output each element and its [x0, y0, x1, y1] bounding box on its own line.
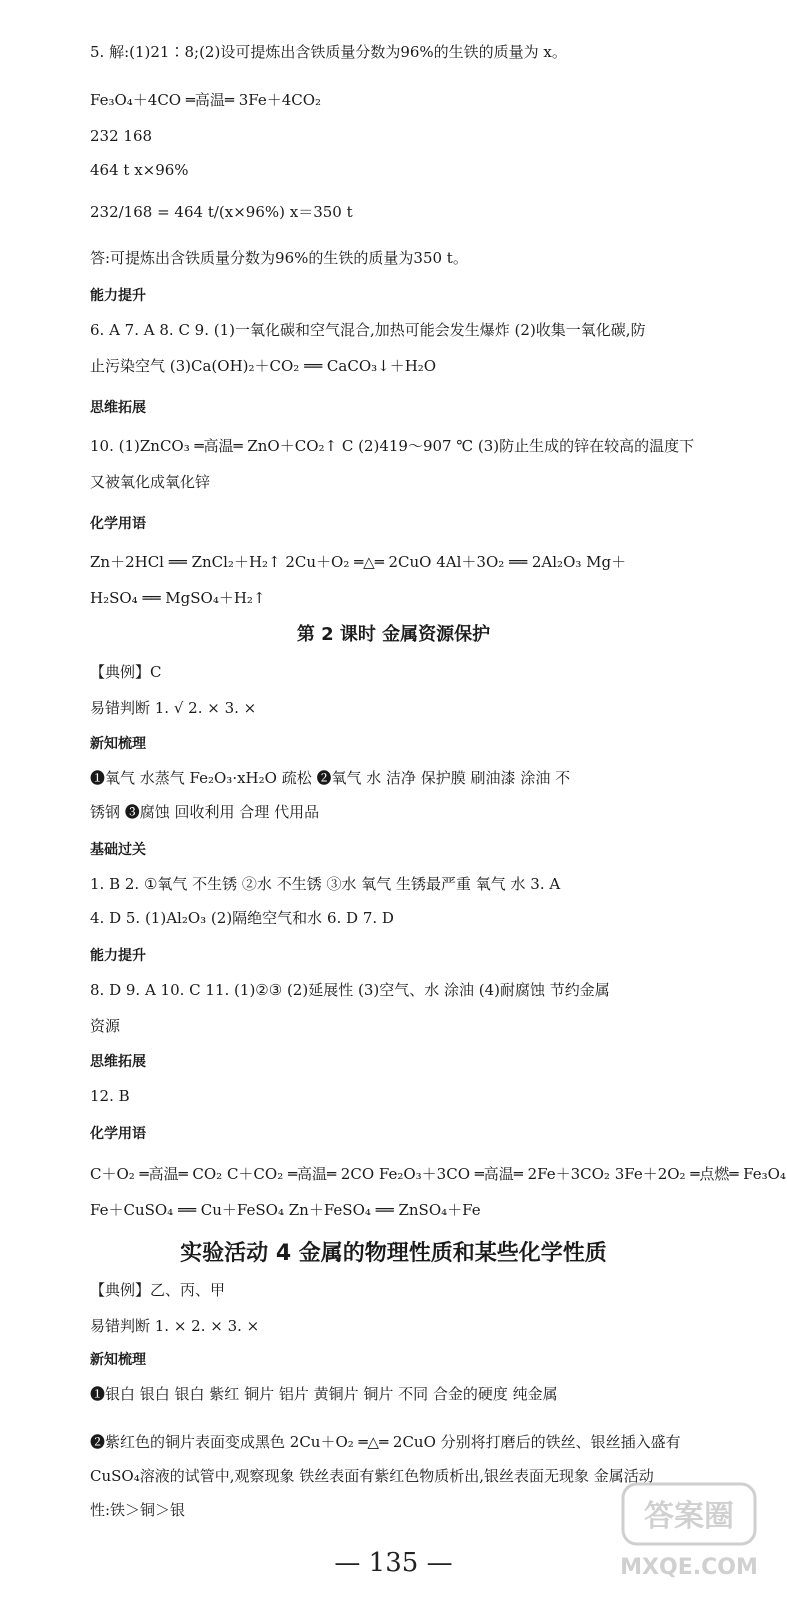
- section-title-experiment-4: 实验活动 4 金属的物理性质和某些化学性质: [180, 1241, 607, 1266]
- answer-line: 又被氧化成氧化锌: [90, 473, 211, 491]
- page-number: — 135 —: [334, 1548, 453, 1578]
- answer-line: 易错判断 1. √ 2. × 3. ×: [90, 699, 257, 717]
- answer-line: 232/168 = 464 t/(x×96%) x＝350 t: [90, 203, 353, 221]
- section-heading: 思维拓展: [90, 1054, 146, 1070]
- section-heading: 能力提升: [90, 948, 146, 964]
- answer-line: 6. A 7. A 8. C 9. (1)一氧化碳和空气混合,加热可能会发生爆炸 (2)收集一氧化碳,防: [90, 321, 646, 339]
- answer-line: 12. B: [90, 1087, 130, 1105]
- answer-line: C＋O₂ ═高温═ CO₂ C＋CO₂ ═高温═ 2CO Fe₂O₃＋3CO ═高温═ 2Fe＋3CO₂ 3Fe＋2O₂ ═点燃═ Fe₃O₄: [90, 1165, 786, 1183]
- answer-line: 4. D 5. (1)Al₂O₃ (2)隔绝空气和水 6. D 7. D: [90, 909, 394, 927]
- answer-line: 资源: [90, 1017, 121, 1035]
- section-heading: 基础过关: [90, 842, 146, 858]
- answer-line: 10. (1)ZnCO₃ ═高温═ ZnO＋CO₂↑ C (2)419～907 ℃ (3)防止生成的锌在较高的温度下: [90, 437, 695, 455]
- answer-line: 答:可提炼出含铁质量分数为96%的生铁的质量为350 t。: [90, 249, 468, 267]
- answer-line: 1. B 2. ①氧气 不生锈 ②水 不生锈 ③水 氧气 生锈最严重 氧气 水 3. A: [90, 875, 561, 893]
- answer-line: 232 168: [90, 127, 153, 145]
- answer-line: Fe＋CuSO₄ ══ Cu＋FeSO₄ Zn＋FeSO₄ ══ ZnSO₄＋Fe: [90, 1201, 481, 1219]
- svg-text:MXQE.COM: MXQE.COM: [620, 1555, 758, 1580]
- answer-line: 【典例】乙、丙、甲: [90, 1281, 226, 1299]
- answer-line: CuSO₄溶液的试管中,观察现象 铁丝表面有紫红色物质析出,银丝表面无现象 金属活动: [90, 1467, 654, 1485]
- answer-line: 锈钢 ❸腐蚀 回收利用 合理 代用品: [90, 803, 320, 821]
- watermark-logo: [619, 1478, 759, 1588]
- answer-line: Zn＋2HCl ══ ZnCl₂＋H₂↑ 2Cu＋O₂ ═△═ 2CuO 4Al＋3O₂ ══ 2Al₂O₃ Mg＋: [90, 553, 627, 571]
- section-heading: 新知梳理: [90, 736, 146, 752]
- section-heading: 能力提升: [90, 288, 146, 304]
- section-title-lesson-2: 第 2 课时 金属资源保护: [296, 624, 491, 645]
- section-heading: 化学用语: [90, 1126, 146, 1142]
- answer-line: 止污染空气 (3)Ca(OH)₂＋CO₂ ══ CaCO₃↓＋H₂O: [90, 357, 437, 375]
- section-heading: 新知梳理: [90, 1352, 146, 1368]
- section-heading: 化学用语: [90, 516, 146, 532]
- section-heading: 思维拓展: [90, 400, 146, 416]
- svg-text:答案圈: 答案圈: [644, 1499, 734, 1534]
- answer-line: Fe₃O₄＋4CO ═高温═ 3Fe＋4CO₂: [90, 91, 322, 109]
- answer-line: ❷紫红色的铜片表面变成黑色 2Cu＋O₂ ═△═ 2CuO 分别将打磨后的铁丝、银丝插入盛有: [90, 1433, 681, 1451]
- answer-line: 性:铁＞铜＞银: [90, 1501, 186, 1519]
- answer-line: 464 t x×96%: [90, 161, 189, 179]
- answer-line: 8. D 9. A 10. C 11. (1)②③ (2)延展性 (3)空气、水 涂油 (4)耐腐蚀 节约金属: [90, 981, 610, 999]
- answer-line: H₂SO₄ ══ MgSO₄＋H₂↑: [90, 589, 266, 607]
- answer-line: 【典例】C: [90, 663, 162, 681]
- answer-line: 5. 解:(1)21∶8;(2)设可提炼出含铁质量分数为96%的生铁的质量为 x。: [90, 43, 567, 61]
- answer-line: ❶氧气 水蒸气 Fe₂O₃·xH₂O 疏松 ❷氧气 水 洁净 保护膜 刷油漆 涂油 不: [90, 769, 571, 787]
- answer-line: 易错判断 1. × 2. × 3. ×: [90, 1317, 260, 1335]
- answer-line: ❶银白 银白 银白 紫红 铜片 铝片 黄铜片 铜片 不同 合金的硬度 纯金属: [90, 1385, 558, 1403]
